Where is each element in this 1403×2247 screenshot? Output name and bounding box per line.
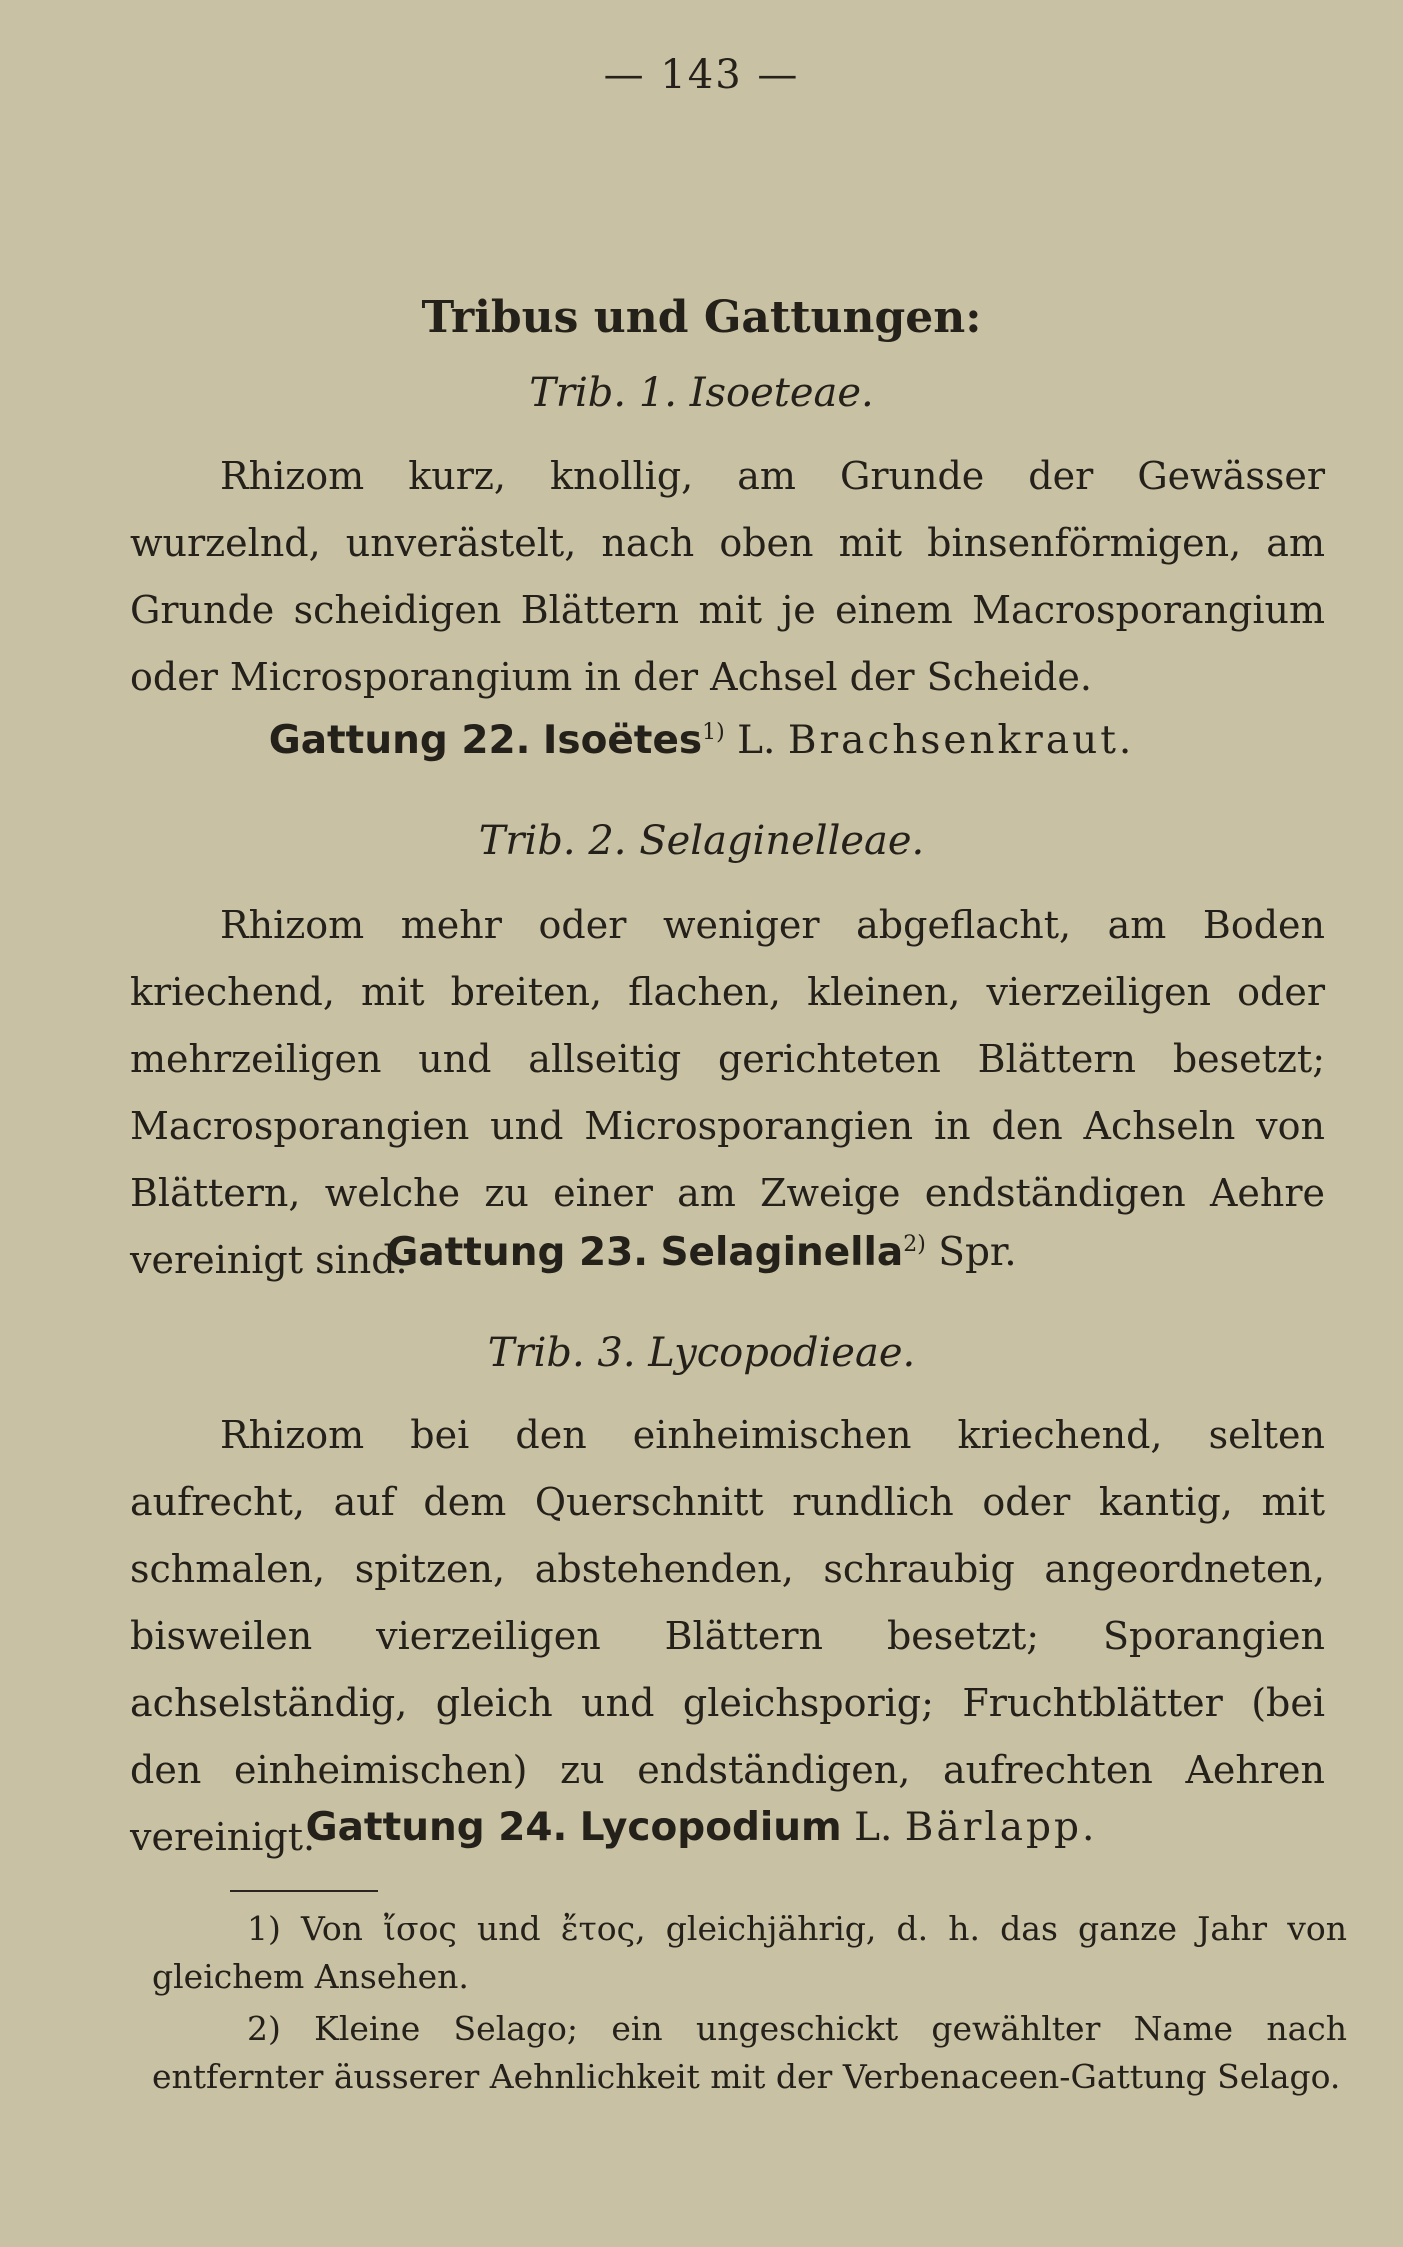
description-text: Rhizom kurz, knollig, am Grunde der Gewässer wurzelnd, unverästelt, nach oben mit binsenförmigen, am Grunde scheidigen Blättern mit je einem Macrosporangium oder Microsporangium in der Achsel der Scheide. bbox=[130, 454, 1325, 699]
genus-line-lycopodium bbox=[0, 1805, 1403, 1850]
tribe-title-selaginelleae: Trib. 2. Selaginelleae. bbox=[478, 818, 925, 864]
genus-author: L. bbox=[737, 718, 776, 763]
tribe-title-isoeteae: Trib. 1. Isoeteae. bbox=[529, 370, 874, 416]
genus-label: Gattung 22. bbox=[268, 718, 531, 763]
footnote-text: 2) Kleine Selago; ein ungeschickt gewählter Name nach entfernter äusserer Aehnlichkeit mit der Verbenaceen-Gattung Selago. bbox=[152, 2009, 1347, 2096]
page-number: — 143 — bbox=[603, 52, 800, 98]
section-heading: Tribus und Gattungen: bbox=[421, 292, 982, 343]
footnote-1 bbox=[152, 1905, 1347, 2001]
footnote-text: 1) Von ἴσος und ἔτος, gleichjährig, d. h. das ganze Jahr von gleichem Ansehen. bbox=[152, 1909, 1347, 1996]
genus-common-name: Bärlapp. bbox=[904, 1805, 1098, 1850]
genus-line-selaginella bbox=[0, 1230, 1403, 1275]
genus-common-name: Brachsenkraut. bbox=[787, 718, 1135, 763]
footnote-ref: 2) bbox=[903, 1232, 926, 1257]
genus-line-isoetes bbox=[0, 718, 1403, 763]
footnote-2 bbox=[152, 2005, 1347, 2101]
footnote-divider bbox=[230, 1890, 378, 1892]
genus-label: Gattung 23. bbox=[386, 1230, 649, 1275]
genus-author: Spr. bbox=[938, 1230, 1017, 1275]
genus-name: Isoëtes bbox=[542, 718, 703, 763]
genus-author: L. bbox=[854, 1805, 893, 1850]
description-text: Rhizom bei den einheimischen kriechend, selten aufrecht, auf dem Querschnitt rundlich oder kantig, mit schmalen, spitzen, abstehenden, schraubig angeordneten, bisweilen vierzeiligen Blättern besetzt; Sporangien achselständig, gleich und gleichsporig; Fruchtblätter (bei den einheimischen) zu endständigen, aufrechten Aehren vereinigt. bbox=[130, 1413, 1325, 1859]
genus-label: Gattung 24. bbox=[305, 1805, 568, 1850]
tribe-description-isoeteae bbox=[130, 443, 1325, 711]
tribe-title-lycopodieae: Trib. 3. Lycopodieae. bbox=[487, 1330, 916, 1376]
genus-name: Lycopodium bbox=[579, 1805, 842, 1850]
tribe-description-lycopodieae bbox=[130, 1402, 1325, 1871]
genus-name: Selaginella bbox=[660, 1230, 904, 1275]
description-text: Rhizom mehr oder weniger abgeflacht, am Boden kriechend, mit breiten, flachen, kleinen, vierzeiligen oder mehrzeiligen und allseitig gerichteten Blättern besetzt; Macrosporangien und Microsporangien in den Achseln von Blättern, welche zu einer am Zweige endständigen Aehre vereinigt sind. bbox=[130, 903, 1325, 1282]
footnote-ref: 1) bbox=[702, 720, 725, 745]
